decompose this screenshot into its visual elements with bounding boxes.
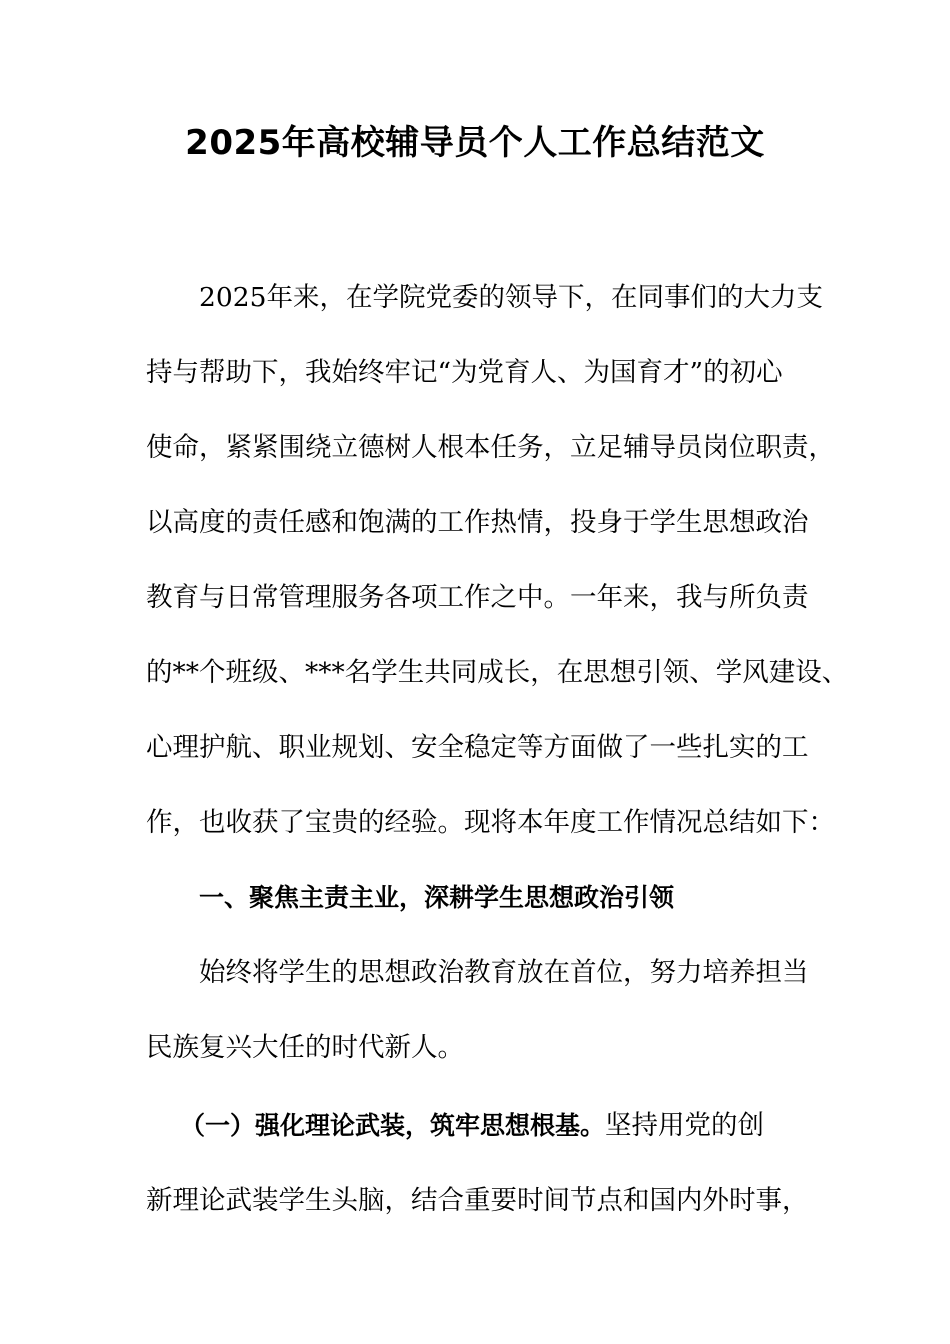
intro-line-5: 教育与日常管理服务各项工作之中。一年来，我与所负责 — [146, 582, 809, 613]
intro-line-7: 心理护航、职业规划、安全稳定等方面做了一些扎实的工 — [146, 732, 809, 763]
section-1-body-line-1: 始终将学生的思想政治教育放在首位，努力培养担当 — [199, 957, 809, 988]
subsection-1-bold-lead: （一）强化理论武装，筑牢思想根基。 — [180, 1111, 606, 1140]
intro-line-6: 的**个班级、***名学生共同成长，在思想引领、学风建设、 — [146, 657, 849, 688]
subsection-1-line-1 — [180, 1106, 870, 1146]
section-1-heading: 一、聚焦主责主业，深耕学生思想政治引领 — [199, 883, 675, 912]
subsection-1-line-2: 新理论武装学生头脑，结合重要时间节点和国内外时事， — [146, 1185, 809, 1216]
intro-line-2: 持与帮助下，我始终牢记“为党育人、为国育才”的初心 — [146, 357, 783, 388]
intro-line-3: 使命，紧紧围绕立德树人根本任务，立足辅导员岗位职责， — [146, 432, 835, 463]
intro-line-4: 以高度的责任感和饱满的工作热情，投身于学生思想政治 — [146, 507, 809, 538]
document-title: 2025年高校辅导员个人工作总结范文 — [185, 123, 765, 163]
subsection-1-lead-rest: 坚持用党的创 — [605, 1110, 765, 1141]
section-1-body-line-2: 民族复兴大任的时代新人。 — [146, 1032, 464, 1063]
intro-line-8: 作，也收获了宝贵的经验。现将本年度工作情况总结如下： — [146, 807, 835, 838]
intro-line-1: 2025年来，在学院党委的领导下，在同事们的大力支 — [199, 282, 823, 313]
